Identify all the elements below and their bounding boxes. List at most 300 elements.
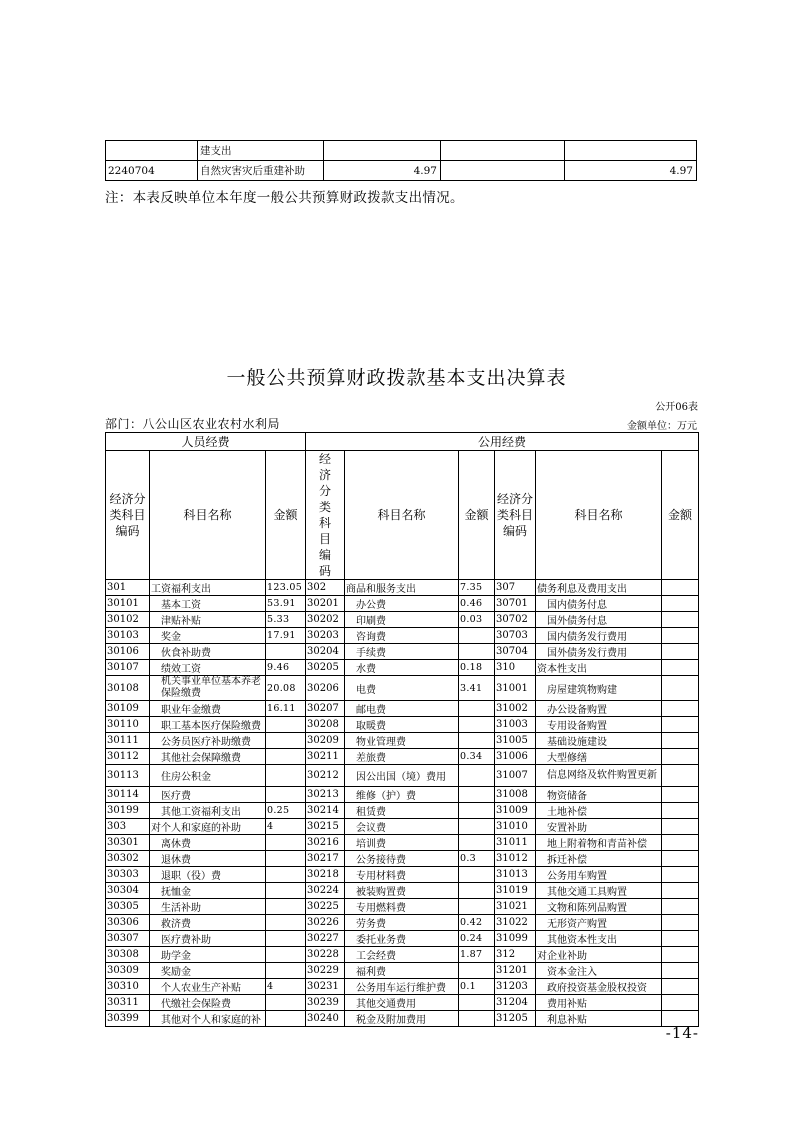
table-row xyxy=(106,883,699,899)
capital-amount xyxy=(662,899,699,915)
public-amount xyxy=(459,835,495,851)
public-code: 30205 xyxy=(306,660,345,676)
personnel-code: 30111 xyxy=(106,733,150,749)
public-name: 工会经费 xyxy=(345,947,459,963)
table-row xyxy=(106,915,699,931)
personnel-name: 助学金 xyxy=(150,947,266,963)
personnel-amount xyxy=(266,749,306,765)
capital-amount xyxy=(662,628,699,644)
public-name: 维修（护）费 xyxy=(345,787,459,803)
col-code-header: 经济分类科目编码 xyxy=(306,451,345,580)
capital-code: 31002 xyxy=(495,701,536,717)
public-name: 印刷费 xyxy=(345,612,459,628)
capital-name: 债务利息及费用支出 xyxy=(536,580,662,596)
public-amount xyxy=(459,803,495,819)
public-name: 其他交通费用 xyxy=(345,995,459,1011)
public-code: 30213 xyxy=(306,787,345,803)
personnel-amount: 4 xyxy=(266,819,306,835)
personnel-name: 职工基本医疗保险缴费 xyxy=(150,717,266,733)
capital-name: 大型修缮 xyxy=(536,749,662,765)
form-code: 公开06表 xyxy=(655,402,698,413)
table-row xyxy=(106,717,699,733)
personnel-name: 伙食补助费 xyxy=(150,644,266,660)
col-name-header: 科目名称 xyxy=(536,451,662,580)
capital-name: 房屋建筑物购建 xyxy=(536,676,662,701)
row-code: 2240704 xyxy=(106,161,198,181)
personnel-code: 30304 xyxy=(106,883,150,899)
capital-code: 30704 xyxy=(495,644,536,660)
personnel-code: 30302 xyxy=(106,851,150,867)
personnel-code: 30108 xyxy=(106,676,150,701)
capital-code: 312 xyxy=(495,947,536,963)
public-amount: 3.41 xyxy=(459,676,495,701)
capital-name: 拆迁补偿 xyxy=(536,851,662,867)
capital-amount xyxy=(662,717,699,733)
personnel-code: 303 xyxy=(106,819,150,835)
capital-code: 31005 xyxy=(495,733,536,749)
capital-name: 其他交通工具购置 xyxy=(536,883,662,899)
continuation-table xyxy=(105,140,697,181)
table-row xyxy=(106,787,699,803)
capital-code: 31201 xyxy=(495,963,536,979)
department-label: 部门：八公山区农业农村水利局 xyxy=(105,417,281,431)
personnel-code: 30303 xyxy=(106,867,150,883)
capital-amount xyxy=(662,947,699,963)
personnel-amount xyxy=(266,644,306,660)
col-amount-header: 金额 xyxy=(662,451,699,580)
personnel-code: 30110 xyxy=(106,717,150,733)
capital-name: 国内债务发行费用 xyxy=(536,628,662,644)
col-amount-header: 金额 xyxy=(459,451,495,580)
public-amount: 0.18 xyxy=(459,660,495,676)
public-code: 30231 xyxy=(306,979,345,995)
public-name: 专用材料费 xyxy=(345,867,459,883)
public-amount: 0.46 xyxy=(459,596,495,612)
row-name: 建支出 xyxy=(198,141,324,161)
public-code: 30207 xyxy=(306,701,345,717)
capital-name: 文物和陈列品购置 xyxy=(536,899,662,915)
public-name: 培训费 xyxy=(345,835,459,851)
capital-code: 30701 xyxy=(495,596,536,612)
personnel-amount: 53.91 xyxy=(266,596,306,612)
public-name: 商品和服务支出 xyxy=(345,580,459,596)
capital-amount xyxy=(662,701,699,717)
table-row xyxy=(106,701,699,717)
public-name: 物业管理费 xyxy=(345,733,459,749)
public-name: 公务用车运行维护费 xyxy=(345,979,459,995)
public-name: 水费 xyxy=(345,660,459,676)
capital-code: 31203 xyxy=(495,979,536,995)
column-header-row xyxy=(106,451,699,580)
personnel-name: 津贴补贴 xyxy=(150,612,266,628)
group-public-header: 公用经费 xyxy=(306,433,699,451)
personnel-code: 30301 xyxy=(106,835,150,851)
row-amount xyxy=(441,161,565,181)
public-amount: 0.1 xyxy=(459,979,495,995)
personnel-amount xyxy=(266,963,306,979)
capital-name: 办公设备购置 xyxy=(536,701,662,717)
public-amount: 0.42 xyxy=(459,915,495,931)
capital-name: 无形资产购置 xyxy=(536,915,662,931)
personnel-code: 30399 xyxy=(106,1011,150,1027)
capital-code: 31022 xyxy=(495,915,536,931)
capital-name: 国外债务发行费用 xyxy=(536,644,662,660)
table-row xyxy=(106,765,699,787)
public-name: 电费 xyxy=(345,676,459,701)
row-amount xyxy=(565,141,697,161)
table-row xyxy=(106,899,699,915)
capital-name: 安置补助 xyxy=(536,819,662,835)
personnel-name: 基本工资 xyxy=(150,596,266,612)
row-code xyxy=(106,141,198,161)
personnel-name: 离休费 xyxy=(150,835,266,851)
capital-name: 资本金注入 xyxy=(536,963,662,979)
table-row xyxy=(106,628,699,644)
personnel-name: 工资福利支出 xyxy=(150,580,266,596)
table-row xyxy=(106,733,699,749)
public-name: 专用燃料费 xyxy=(345,899,459,915)
capital-code: 310 xyxy=(495,660,536,676)
capital-name: 政府投资基金股权投资 xyxy=(536,979,662,995)
public-amount xyxy=(459,628,495,644)
table-row xyxy=(106,676,699,701)
personnel-amount: 16.11 xyxy=(266,701,306,717)
personnel-name: 其他工资福利支出 xyxy=(150,803,266,819)
col-amount-header: 金额 xyxy=(266,451,306,580)
capital-code: 31019 xyxy=(495,883,536,899)
personnel-code: 301 xyxy=(106,580,150,596)
public-amount: 0.34 xyxy=(459,749,495,765)
capital-amount xyxy=(662,867,699,883)
capital-name: 地上附着物和青苗补偿 xyxy=(536,835,662,851)
public-amount: 0.03 xyxy=(459,612,495,628)
personnel-name: 奖金 xyxy=(150,628,266,644)
col-code-header: 经济分类科目编码 xyxy=(495,451,536,580)
table-row xyxy=(106,141,697,161)
amount-unit-label: 金额单位：万元 xyxy=(627,421,697,432)
capital-code: 31011 xyxy=(495,835,536,851)
capital-code: 30702 xyxy=(495,612,536,628)
col-name-header: 科目名称 xyxy=(150,451,266,580)
capital-code: 30703 xyxy=(495,628,536,644)
personnel-amount: 0.25 xyxy=(266,803,306,819)
capital-code: 31003 xyxy=(495,717,536,733)
public-code: 30214 xyxy=(306,803,345,819)
public-amount: 0.24 xyxy=(459,931,495,947)
public-code: 30209 xyxy=(306,733,345,749)
public-code: 30215 xyxy=(306,819,345,835)
public-amount xyxy=(459,765,495,787)
personnel-name: 其他对个人和家庭的补 xyxy=(150,1011,266,1027)
public-name: 被装购置费 xyxy=(345,883,459,899)
personnel-amount xyxy=(266,1011,306,1027)
public-code: 30211 xyxy=(306,749,345,765)
page-number: -14- xyxy=(665,1024,699,1042)
public-amount xyxy=(459,899,495,915)
public-amount xyxy=(459,963,495,979)
personnel-amount xyxy=(266,787,306,803)
personnel-amount: 9.46 xyxy=(266,660,306,676)
personnel-name: 救济费 xyxy=(150,915,266,931)
capital-amount xyxy=(662,676,699,701)
personnel-code: 30114 xyxy=(106,787,150,803)
personnel-amount xyxy=(266,867,306,883)
row-amount: 4.97 xyxy=(324,161,441,181)
capital-amount xyxy=(662,765,699,787)
capital-code: 307 xyxy=(495,580,536,596)
col-name-header: 科目名称 xyxy=(345,451,459,580)
public-code: 30204 xyxy=(306,644,345,660)
capital-amount xyxy=(662,979,699,995)
personnel-amount xyxy=(266,733,306,749)
public-amount xyxy=(459,717,495,733)
table-row xyxy=(106,644,699,660)
personnel-amount xyxy=(266,899,306,915)
public-code: 30227 xyxy=(306,931,345,947)
capital-name: 资本性支出 xyxy=(536,660,662,676)
personnel-name: 个人农业生产补贴 xyxy=(150,979,266,995)
capital-name: 信息网络及软件购置更新 xyxy=(536,765,662,787)
personnel-amount: 20.08 xyxy=(266,676,306,701)
capital-name: 物资储备 xyxy=(536,787,662,803)
public-name: 劳务费 xyxy=(345,915,459,931)
public-code: 30206 xyxy=(306,676,345,701)
personnel-amount xyxy=(266,717,306,733)
capital-code: 31008 xyxy=(495,787,536,803)
public-code: 30212 xyxy=(306,765,345,787)
personnel-name: 退职（役）费 xyxy=(150,867,266,883)
public-code: 30228 xyxy=(306,947,345,963)
public-name: 办公费 xyxy=(345,596,459,612)
public-name: 取暖费 xyxy=(345,717,459,733)
capital-code: 31099 xyxy=(495,931,536,947)
capital-amount xyxy=(662,931,699,947)
personnel-name: 生活补助 xyxy=(150,899,266,915)
row-name: 自然灾害灾后重建补助 xyxy=(198,161,324,181)
public-name: 福利费 xyxy=(345,963,459,979)
public-code: 30208 xyxy=(306,717,345,733)
public-name: 公务接待费 xyxy=(345,851,459,867)
public-code: 30202 xyxy=(306,612,345,628)
table-row xyxy=(106,995,699,1011)
personnel-name: 对个人和家庭的补助 xyxy=(150,819,266,835)
public-amount: 1.87 xyxy=(459,947,495,963)
capital-name: 利息补贴 xyxy=(536,1011,662,1027)
capital-amount xyxy=(662,851,699,867)
public-amount xyxy=(459,867,495,883)
public-code: 30224 xyxy=(306,883,345,899)
capital-code: 31006 xyxy=(495,749,536,765)
public-amount xyxy=(459,995,495,1011)
col-code-header: 经济分类科目编码 xyxy=(106,451,150,580)
personnel-code: 30309 xyxy=(106,963,150,979)
personnel-code: 30305 xyxy=(106,899,150,915)
public-code: 30239 xyxy=(306,995,345,1011)
personnel-code: 30103 xyxy=(106,628,150,644)
personnel-amount xyxy=(266,765,306,787)
public-name: 邮电费 xyxy=(345,701,459,717)
capital-code: 31001 xyxy=(495,676,536,701)
personnel-name: 退休费 xyxy=(150,851,266,867)
public-name: 租赁费 xyxy=(345,803,459,819)
capital-code: 31012 xyxy=(495,851,536,867)
public-amount xyxy=(459,701,495,717)
row-amount: 4.97 xyxy=(565,161,697,181)
personnel-amount: 5.33 xyxy=(266,612,306,628)
table-row xyxy=(106,1011,699,1027)
row-amount xyxy=(441,141,565,161)
table-row xyxy=(106,749,699,765)
public-code: 30229 xyxy=(306,963,345,979)
capital-amount xyxy=(662,787,699,803)
personnel-amount xyxy=(266,995,306,1011)
capital-name: 公务用车购置 xyxy=(536,867,662,883)
table-row xyxy=(106,819,699,835)
table-row xyxy=(106,835,699,851)
personnel-amount xyxy=(266,947,306,963)
capital-amount xyxy=(662,644,699,660)
group-header-row xyxy=(106,433,699,451)
public-amount xyxy=(459,733,495,749)
personnel-name: 公务员医疗补助缴费 xyxy=(150,733,266,749)
table-note: 注：本表反映单位本年度一般公共预算财政拨款支出情况。 xyxy=(105,190,464,206)
personnel-name: 抚恤金 xyxy=(150,883,266,899)
public-code: 30203 xyxy=(306,628,345,644)
table-row xyxy=(106,596,699,612)
personnel-name: 代缴社会保险费 xyxy=(150,995,266,1011)
capital-name: 国内债务付息 xyxy=(536,596,662,612)
personnel-code: 30306 xyxy=(106,915,150,931)
public-name: 会议费 xyxy=(345,819,459,835)
capital-amount xyxy=(662,612,699,628)
capital-code: 31021 xyxy=(495,899,536,915)
public-amount xyxy=(459,787,495,803)
public-code: 302 xyxy=(306,580,345,596)
personnel-amount xyxy=(266,851,306,867)
table-row xyxy=(106,161,697,181)
public-code: 30217 xyxy=(306,851,345,867)
table-row xyxy=(106,979,699,995)
capital-amount xyxy=(662,596,699,612)
personnel-code: 30199 xyxy=(106,803,150,819)
capital-code: 31009 xyxy=(495,803,536,819)
public-code: 30201 xyxy=(306,596,345,612)
personnel-code: 30311 xyxy=(106,995,150,1011)
capital-name: 专用设备购置 xyxy=(536,717,662,733)
public-code: 30225 xyxy=(306,899,345,915)
capital-code: 31013 xyxy=(495,867,536,883)
personnel-name: 绩效工资 xyxy=(150,660,266,676)
personnel-amount: 4 xyxy=(266,979,306,995)
capital-name: 对企业补助 xyxy=(536,947,662,963)
table-row xyxy=(106,612,699,628)
table-row xyxy=(106,580,699,596)
personnel-amount xyxy=(266,931,306,947)
capital-code: 31204 xyxy=(495,995,536,1011)
group-personnel-header: 人员经费 xyxy=(106,433,306,451)
personnel-name: 医疗费 xyxy=(150,787,266,803)
personnel-code: 30109 xyxy=(106,701,150,717)
row-amount xyxy=(324,141,441,161)
personnel-name: 医疗费补助 xyxy=(150,931,266,947)
capital-amount xyxy=(662,660,699,676)
public-code: 30240 xyxy=(306,1011,345,1027)
table-row xyxy=(106,851,699,867)
public-name: 因公出国（境）费用 xyxy=(345,765,459,787)
public-amount xyxy=(459,819,495,835)
personnel-name: 奖励金 xyxy=(150,963,266,979)
capital-name: 国外债务付息 xyxy=(536,612,662,628)
capital-amount xyxy=(662,995,699,1011)
public-amount xyxy=(459,644,495,660)
capital-amount xyxy=(662,963,699,979)
capital-code: 31205 xyxy=(495,1011,536,1027)
capital-code: 31007 xyxy=(495,765,536,787)
capital-amount xyxy=(662,580,699,596)
capital-code: 31010 xyxy=(495,819,536,835)
capital-name: 其他资本性支出 xyxy=(536,931,662,947)
personnel-code: 30106 xyxy=(106,644,150,660)
public-amount xyxy=(459,1011,495,1027)
personnel-code: 30107 xyxy=(106,660,150,676)
capital-amount xyxy=(662,835,699,851)
table-row xyxy=(106,947,699,963)
personnel-code: 30310 xyxy=(106,979,150,995)
capital-amount xyxy=(662,749,699,765)
public-amount xyxy=(459,883,495,899)
capital-amount xyxy=(662,803,699,819)
capital-amount xyxy=(662,915,699,931)
personnel-name: 住房公积金 xyxy=(150,765,266,787)
personnel-code: 30102 xyxy=(106,612,150,628)
capital-amount xyxy=(662,883,699,899)
public-code: 30218 xyxy=(306,867,345,883)
public-name: 差旅费 xyxy=(345,749,459,765)
public-code: 30226 xyxy=(306,915,345,931)
table-row xyxy=(106,931,699,947)
page-title: 一般公共预算财政拨款基本支出决算表 xyxy=(226,367,567,389)
capital-name: 土地补偿 xyxy=(536,803,662,819)
table-row xyxy=(106,963,699,979)
capital-amount xyxy=(662,733,699,749)
public-amount: 0.3 xyxy=(459,851,495,867)
personnel-code: 30101 xyxy=(106,596,150,612)
capital-amount xyxy=(662,819,699,835)
personnel-name: 其他社会保障缴费 xyxy=(150,749,266,765)
table-row xyxy=(106,867,699,883)
personnel-name: 机关事业单位基本养老保险缴费 xyxy=(150,676,266,701)
public-name: 手续费 xyxy=(345,644,459,660)
basic-expenditure-table xyxy=(105,432,699,1027)
table-row xyxy=(106,803,699,819)
personnel-code: 30113 xyxy=(106,765,150,787)
public-name: 委托业务费 xyxy=(345,931,459,947)
personnel-code: 30307 xyxy=(106,931,150,947)
capital-name: 费用补贴 xyxy=(536,995,662,1011)
capital-name: 基础设施建设 xyxy=(536,733,662,749)
table-row xyxy=(106,660,699,676)
personnel-amount: 123.05 xyxy=(266,580,306,596)
personnel-name: 职业年金缴费 xyxy=(150,701,266,717)
personnel-code: 30308 xyxy=(106,947,150,963)
public-amount: 7.35 xyxy=(459,580,495,596)
personnel-amount: 17.91 xyxy=(266,628,306,644)
public-name: 税金及附加费用 xyxy=(345,1011,459,1027)
personnel-amount xyxy=(266,835,306,851)
personnel-code: 30112 xyxy=(106,749,150,765)
public-code: 30216 xyxy=(306,835,345,851)
public-name: 咨询费 xyxy=(345,628,459,644)
